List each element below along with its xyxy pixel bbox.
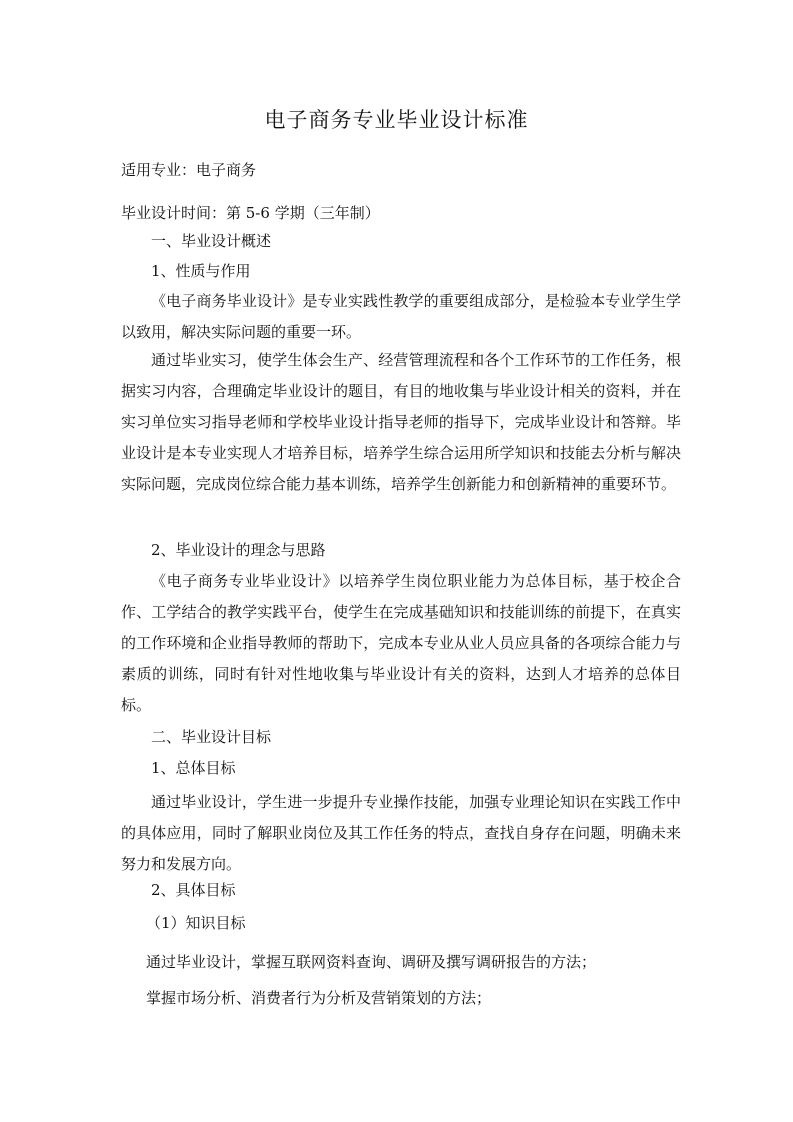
sub-subsection-heading-knowledge: （1）知识目标 bbox=[146, 914, 246, 932]
section-heading-goals: 二、毕业设计目标 bbox=[151, 728, 272, 746]
design-time: 毕业设计时间：第 5-6 学期（三年制） bbox=[121, 204, 380, 222]
applicable-major: 适用专业：电子商务 bbox=[121, 161, 257, 179]
document-title: 电子商务专业毕业设计标准 bbox=[264, 108, 529, 132]
paragraph-nature-1: 《电子商务毕业设计》是专业实践性教学的重要组成部分，是检验本专业学生学以致用，解决实际问题的重要一环。 bbox=[121, 292, 681, 341]
subsection-heading-concept: 2、毕业设计的理念与思路 bbox=[151, 541, 326, 559]
subsection-heading-specific-goals: 2、具体目标 bbox=[151, 881, 236, 899]
paragraph-nature-2: 通过毕业实习，使学生体会生产、经营管理流程和各个工作环节的工作任务，根据实习内容，合理确定毕业设计的题目，有目的地收集与毕业设计相关的资料，并在实习单位实习指导老师和学校毕业设计指导老师的指导下，完成毕业设计和答辩。毕业设计是本专业实现人才培养目标，培养学生综合运用所学知识和技能去分析与解决实际问题，完成岗位综合能力基本训练，培养学生创新能力和创新精神的重要环节。 bbox=[121, 351, 681, 493]
paragraph-concept: 《电子商务专业毕业设计》以培养学生岗位职业能力为总体目标，基于校企合作、工学结合的教学实践平台，使学生在完成基础知识和技能训练的前提下，在真实的工作环境和企业指导教师的帮助下，完成本专业从业人员应具备的各项综合能力与素质的训练，同时有针对性地收集与毕业设计有关的资料，达到人才培养的总体目标。 bbox=[121, 572, 681, 714]
knowledge-item-1: 通过毕业设计，掌握互联网资料查询、调研及撰写调研报告的方法； bbox=[146, 953, 597, 971]
subsection-heading-overall-goal: 1、总体目标 bbox=[151, 759, 236, 777]
subsection-heading-nature: 1、性质与作用 bbox=[151, 262, 251, 280]
section-heading-overview: 一、毕业设计概述 bbox=[151, 232, 272, 250]
paragraph-overall-goal: 通过毕业设计，学生进一步提升专业操作技能，加强专业理论知识在实践工作中的具体应用，同时了解职业岗位及其工作任务的特点，查找自身存在问题，明确未来努力和发展方向。 bbox=[121, 793, 681, 873]
knowledge-item-2: 掌握市场分析、消费者行为分析及营销策划的方法； bbox=[146, 989, 492, 1007]
